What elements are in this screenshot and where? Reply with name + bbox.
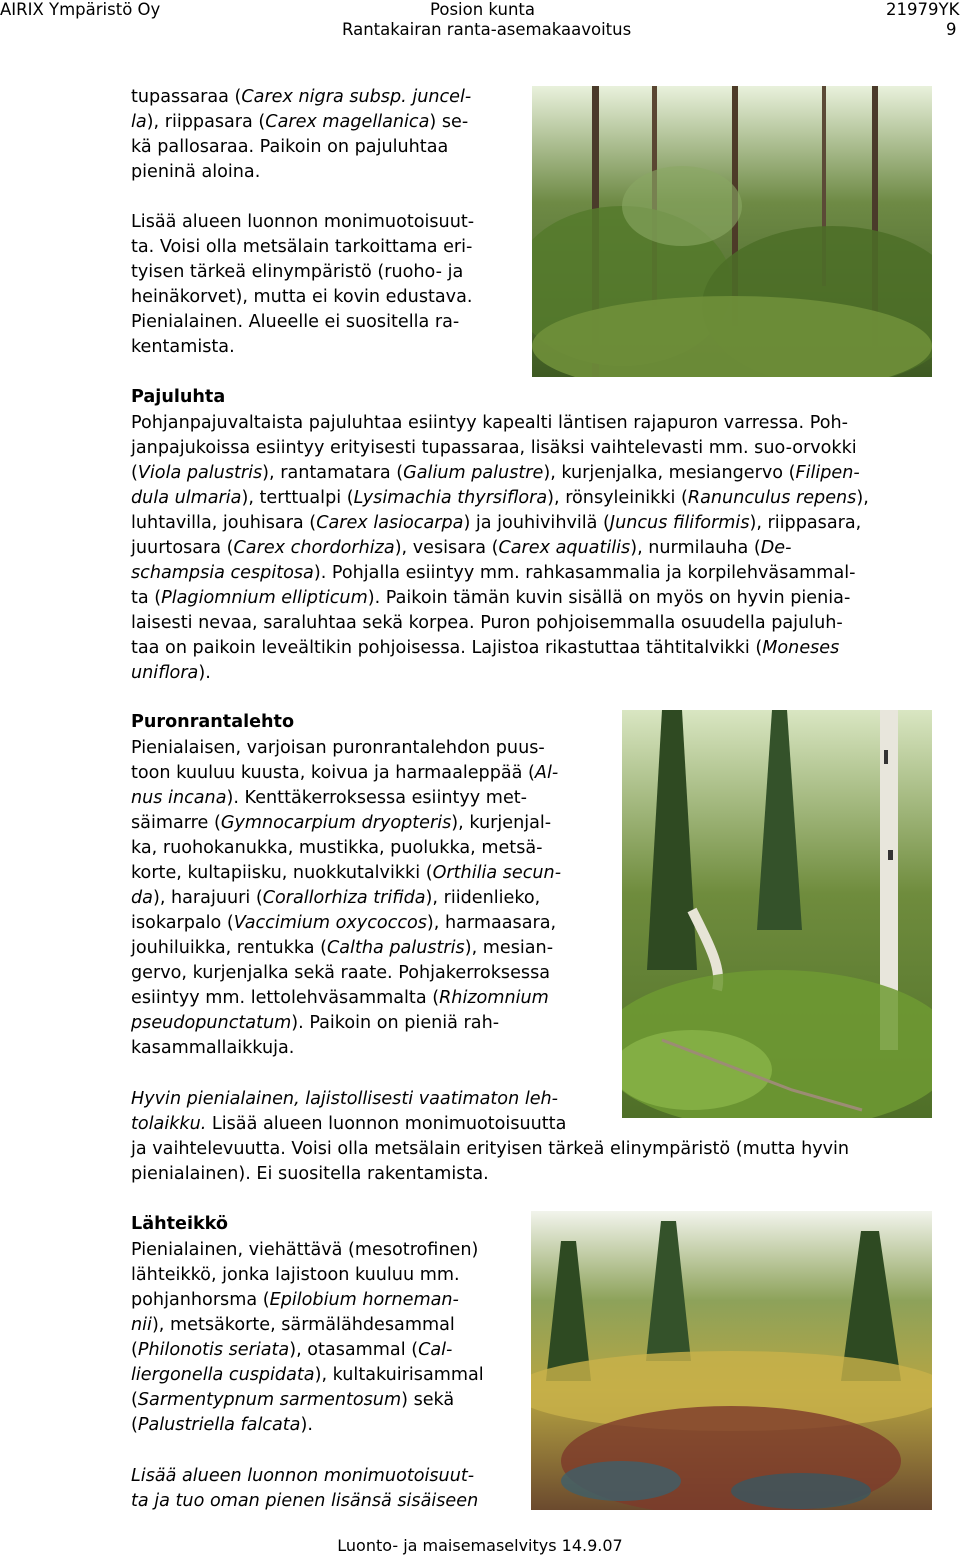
line: ta. Voisi olla metsälain tarkoittama eri- — [131, 237, 473, 257]
forest-photo — [532, 86, 932, 377]
line: nus incana). Kenttäkerroksessa esiintyy met- — [131, 788, 528, 808]
heading-pajuluhta: Pajuluhta — [131, 387, 226, 407]
line: ja vaihtelevuutta. Voisi olla metsälain erityisen tärkeä elinympäristö (mutta hyvin — [131, 1139, 850, 1159]
line: (Viola palustris), rantamatara (Galium palustre), kurjenjalka, mesiangervo (Filipen- — [131, 463, 860, 483]
line: kä pallosaraa. Paikoin on pajuluhtaa — [131, 137, 449, 157]
line: korte, kultapiisku, nuokkutalvikki (Orthilia secun- — [131, 863, 562, 883]
line: juurtosara (Carex chordorhiza), vesisara (Carex aquatilis), nurmilauha (De- — [131, 538, 792, 558]
line: kentamista. — [131, 337, 235, 357]
line: Pienialainen, viehättävä (mesotrofinen) — [131, 1240, 479, 1260]
line: (Palustriella falcata). — [131, 1415, 313, 1435]
company-name: AIRIX Ympäristö Oy — [0, 0, 161, 19]
line: pienialainen). Ei suositella rakentamista. — [131, 1164, 489, 1184]
line: janpajukoissa esiintyy erityisesti tupassaraa, lisäksi vaihtelevasti mm. suo-orvokki — [131, 438, 857, 458]
line: (Sarmentypnum sarmentosum) sekä — [131, 1390, 455, 1410]
page-number: 9 — [946, 20, 957, 39]
line: Hyvin pienialainen, lajistollisesti vaatimaton leh- — [131, 1089, 559, 1109]
puronrantalehto-paragraph — [131, 736, 606, 1061]
line: tolaikku. Lisää alueen luonnon monimuotoisuutta — [131, 1114, 567, 1134]
heading-lahteikko: Lähteikkö — [131, 1214, 228, 1234]
section1-para1 — [131, 85, 516, 185]
line: isokarpalo (Vaccimium oxycoccos), harmaasara, — [131, 913, 557, 933]
line: tupassaraa (Carex nigra subsp. juncel- — [131, 87, 472, 107]
brook-grove-photo — [622, 710, 932, 1118]
report-code: 21979YK — [886, 0, 960, 19]
line: schampsia cespitosa). Pohjalla esiintyy mm. rahkasammalia ja korpilehväsammal- — [131, 563, 856, 583]
line: dula ulmaria), terttualpi (Lysimachia thyrsiflora), rönsyleinikki (Ranunculus repens), — [131, 488, 869, 508]
line: Pohjanpajuvaltaista pajuluhtaa esiintyy kapealti läntisen rajapuron varressa. Poh- — [131, 413, 848, 433]
pajuluhta-paragraph — [131, 411, 932, 686]
lahteikko-paragraph — [131, 1238, 514, 1438]
line: pieninä aloina. — [131, 162, 261, 182]
line: luhtavilla, jouhisara (Carex lasiocarpa) ja jouhivihvilä (Juncus filiformis), riippasara, — [131, 513, 862, 533]
line: jouhiluikka, rentukka (Caltha palustris), mesian- — [131, 938, 554, 958]
line: lähteikkö, jonka lajistoon kuuluu mm. — [131, 1265, 460, 1285]
line: Lisää alueen luonnon monimuotoisuut- — [131, 212, 475, 232]
line: tyisen tärkeä elinympäristö (ruoho- ja — [131, 262, 464, 282]
line: säimarre (Gymnocarpium dryopteris), kurjenjal- — [131, 813, 552, 833]
lahteikko-evaluation — [131, 1464, 514, 1514]
line: esiintyy mm. lettolehväsammalta (Rhizomnium — [131, 988, 549, 1008]
line: nii), metsäkorte, särmälähdesammal — [131, 1315, 455, 1335]
line: toon kuuluu kuusta, koivua ja harmaaleppää (Al- — [131, 763, 559, 783]
line: Lisää alueen luonnon monimuotoisuut- — [131, 1466, 475, 1486]
project-name: Rantakairan ranta-asemakaavoitus — [342, 20, 632, 39]
line: da), harajuuri (Corallorhiza trifida), riidenlieko, — [131, 888, 541, 908]
line: liergonella cuspidata), kultakuirisammal — [131, 1365, 484, 1385]
line: Pienialaisen, varjoisan puronrantalehdon puus- — [131, 738, 545, 758]
line: gervo, kurjenjalka sekä raate. Pohjakerroksessa — [131, 963, 551, 983]
line: laisesti nevaa, saraluhtaa sekä korpea. Puron pohjoisemmalla osuudella pajuluh- — [131, 613, 843, 633]
line: Pienialainen. Alueelle ei suositella ra- — [131, 312, 460, 332]
line: ta ja tuo oman pienen lisänsä sisäiseen — [131, 1491, 479, 1511]
line: ta (Plagiomnium ellipticum). Paikoin tämän kuvin sisällä on myös on hyvin pienia- — [131, 588, 851, 608]
page-header — [0, 0, 960, 50]
line: ka, ruohokanukka, mustikka, puolukka, metsä- — [131, 838, 543, 858]
line: uniflora). — [131, 663, 211, 683]
line: pseudopunctatum). Paikoin on pieniä rah- — [131, 1013, 500, 1033]
municipality: Posion kunta — [430, 0, 535, 19]
spring-photo — [531, 1211, 932, 1510]
line: kasammallaikkuja. — [131, 1038, 295, 1058]
heading-puronrantalehto: Puronrantalehto — [131, 712, 295, 732]
line: la), riippasara (Carex magellanica) se- — [131, 112, 469, 132]
page-footer: Luonto- ja maisemaselvitys 14.9.07 — [337, 1536, 623, 1555]
line: (Philonotis seriata), otasammal (Cal- — [131, 1340, 453, 1360]
line: taa on paikoin leveältikin pohjoisessa. Lajistoa rikastuttaa tähtitalvikki (Moneses — [131, 638, 840, 658]
section1-para2 — [131, 210, 516, 360]
line: pohjanhorsma (Epilobium horneman- — [131, 1290, 459, 1310]
line: heinäkorvet), mutta ei kovin edustava. — [131, 287, 473, 307]
